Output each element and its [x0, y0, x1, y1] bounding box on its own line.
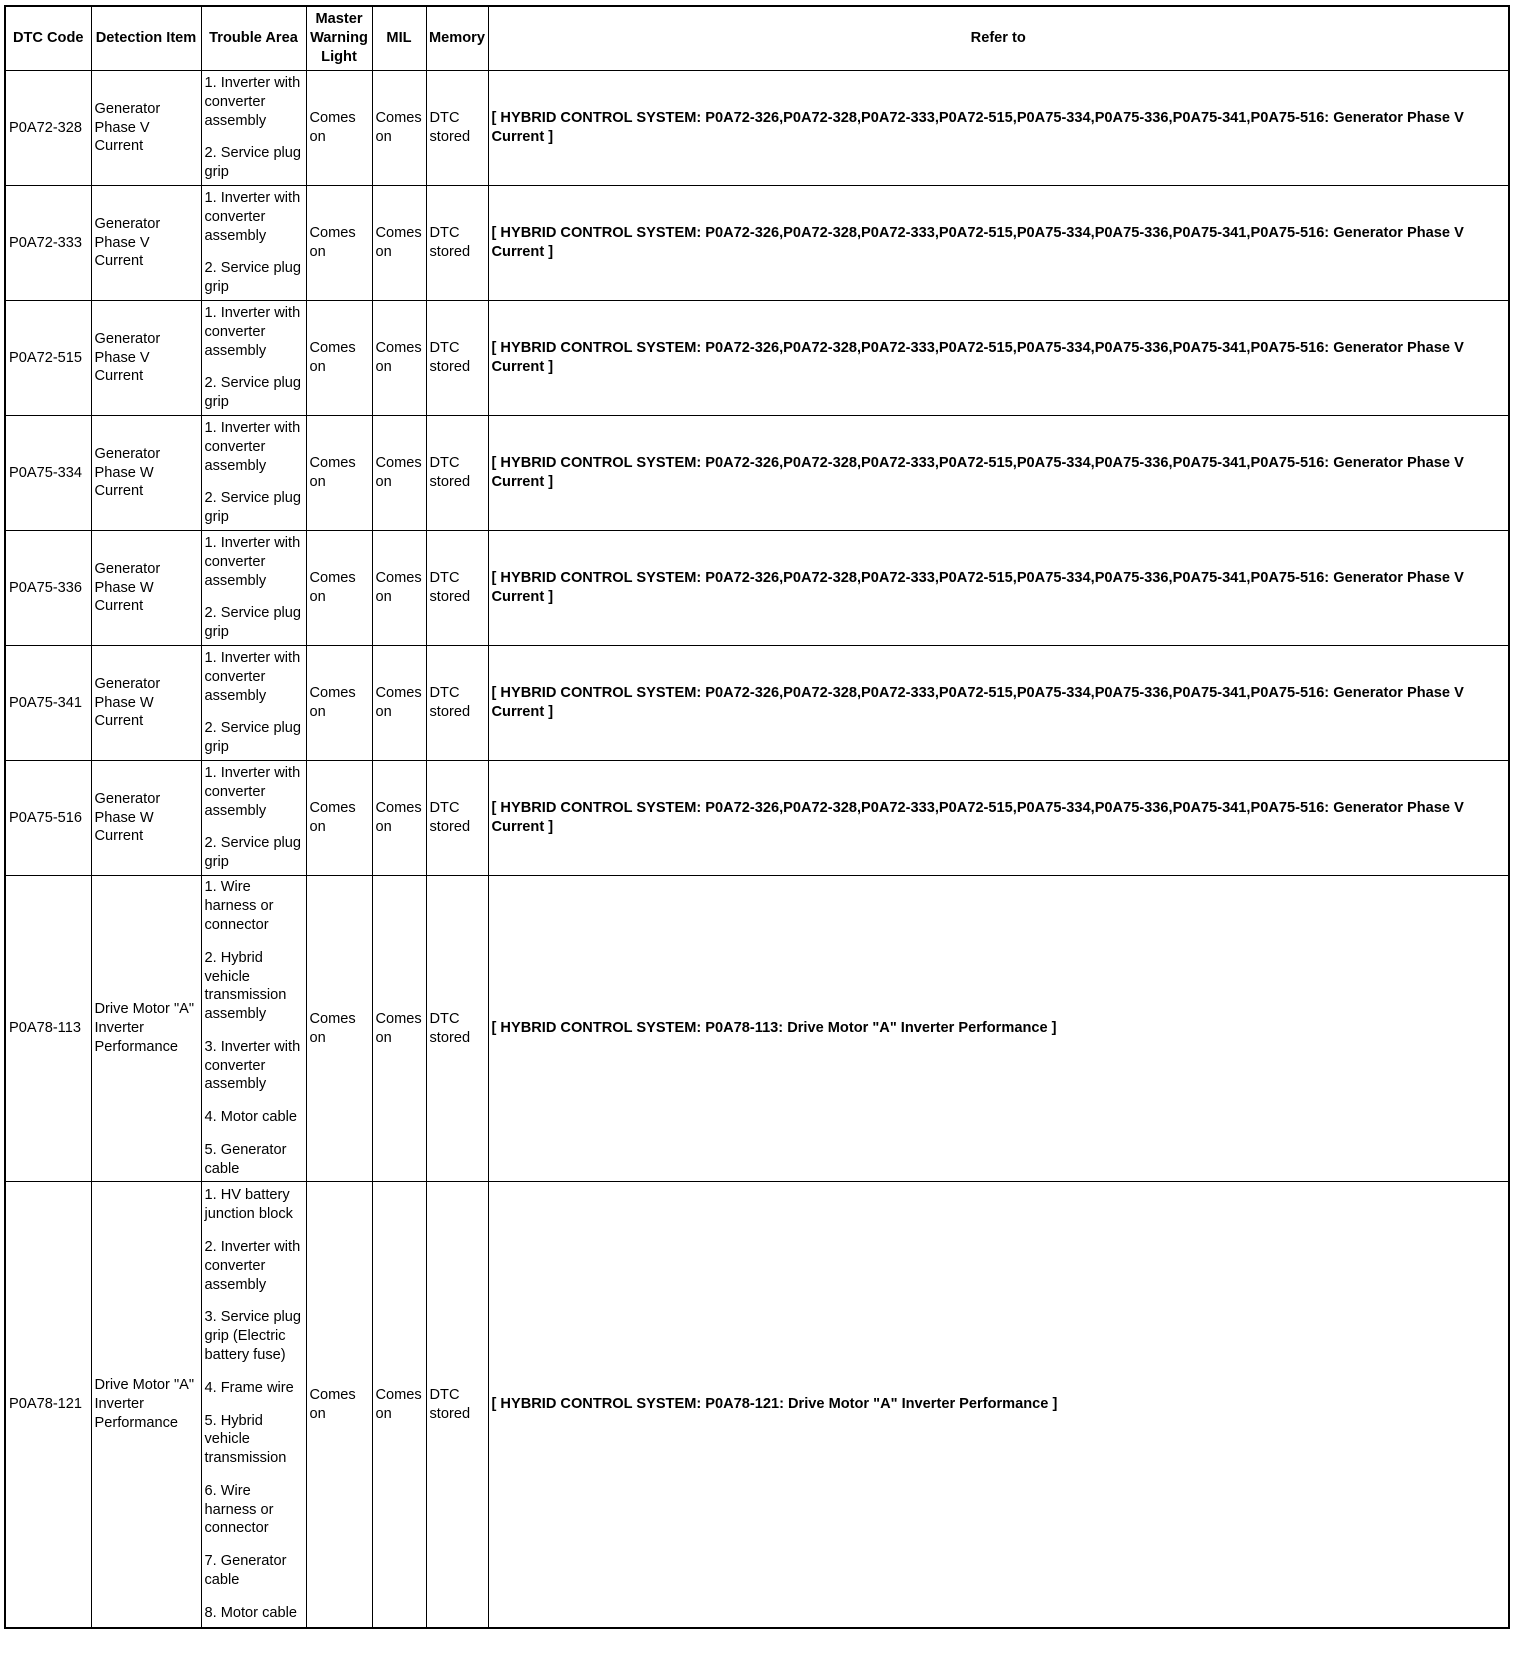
table-row	[5, 416, 1509, 531]
trouble-area-item: 4. Frame wire	[204, 1379, 294, 1396]
trouble-area-cell	[201, 531, 306, 646]
trouble-area-item: 3. Service plug grip (Electric battery fuse)	[204, 1309, 302, 1363]
header-memory: Memory	[426, 6, 488, 71]
trouble-area-item: 3. Inverter with converter assembly	[204, 1038, 301, 1093]
memory-cell: DTC stored	[426, 186, 488, 301]
trouble-area-item: 1. Wire harness or connector	[204, 879, 274, 933]
trouble-area-cell	[201, 186, 306, 301]
trouble-area-cell	[201, 71, 306, 186]
trouble-area-item: 2. Service plug grip	[204, 720, 302, 756]
detection-item-cell: Generator Phase W Current	[91, 416, 201, 531]
detection-item-cell: Generator Phase V Current	[91, 301, 201, 416]
memory-cell: DTC stored	[426, 761, 488, 876]
header-dtc-code: DTC Code	[5, 6, 91, 71]
detection-item-cell: Generator Phase W Current	[91, 531, 201, 646]
trouble-area-item: 1. Inverter with converter assembly	[204, 305, 301, 359]
header-refer-to: Refer to	[488, 6, 1509, 71]
trouble-area-item: 2. Service plug grip	[204, 145, 302, 181]
dtc-code-cell: P0A78-121	[5, 1182, 91, 1629]
trouble-area-item: 2. Service plug grip	[204, 375, 302, 411]
trouble-area-item: 2. Service plug grip	[204, 260, 302, 296]
memory-cell: DTC stored	[426, 416, 488, 531]
trouble-area-item: 4. Motor cable	[204, 1109, 297, 1126]
trouble-area-item: 1. Inverter with converter assembly	[204, 650, 301, 704]
refer-to-link[interactable]: [ HYBRID CONTROL SYSTEM: P0A72-326,P0A72-328,P0A72-333,P0A72-515,P0A75-334,P0A75-336,P0A75-341,P0A75-516: Generator Phase V Current ]	[488, 531, 1509, 646]
table-row	[5, 646, 1509, 761]
refer-to-link[interactable]: [ HYBRID CONTROL SYSTEM: P0A72-326,P0A72-328,P0A72-333,P0A72-515,P0A75-334,P0A75-336,P0A75-341,P0A75-516: Generator Phase V Current ]	[488, 646, 1509, 761]
refer-to-link[interactable]: [ HYBRID CONTROL SYSTEM: P0A72-326,P0A72-328,P0A72-333,P0A72-515,P0A75-334,P0A75-336,P0A75-341,P0A75-516: Generator Phase V Current ]	[488, 761, 1509, 876]
trouble-area-item: 5. Hybrid vehicle transmission	[204, 1412, 287, 1467]
master-warning-cell: Comes on	[306, 531, 372, 646]
memory-cell: DTC stored	[426, 71, 488, 186]
memory-cell: DTC stored	[426, 646, 488, 761]
trouble-area-cell	[201, 416, 306, 531]
header-row	[5, 6, 1509, 71]
trouble-area-cell	[201, 876, 306, 1182]
header-master-warning-light: Master Warning Light	[306, 6, 372, 71]
trouble-area-item: 2. Hybrid vehicle transmission assembly	[204, 949, 287, 1023]
dtc-code-cell: P0A72-515	[5, 301, 91, 416]
trouble-area-cell	[201, 1182, 306, 1629]
trouble-area-item: 2. Service plug grip	[204, 605, 302, 641]
trouble-area-item: 1. Inverter with converter assembly	[204, 765, 301, 819]
trouble-area-item: 5. Generator cable	[204, 1142, 287, 1177]
master-warning-cell: Comes on	[306, 71, 372, 186]
trouble-area-item: 6. Wire harness or connector	[204, 1482, 274, 1537]
header-trouble-area: Trouble Area	[201, 6, 306, 71]
table-row	[5, 1182, 1509, 1629]
mil-cell: Comes on	[372, 1182, 426, 1629]
mil-cell: Comes on	[372, 416, 426, 531]
trouble-area-item: 1. Inverter with converter assembly	[204, 420, 301, 474]
master-warning-cell: Comes on	[306, 1182, 372, 1629]
table-row	[5, 761, 1509, 876]
refer-to-link[interactable]: [ HYBRID CONTROL SYSTEM: P0A78-121: Drive Motor "A" Inverter Performance ]	[488, 1182, 1509, 1629]
mil-cell: Comes on	[372, 531, 426, 646]
master-warning-cell: Comes on	[306, 416, 372, 531]
header-mil: MIL	[372, 6, 426, 71]
trouble-area-item: 8. Motor cable	[204, 1604, 297, 1621]
dtc-code-cell: P0A75-334	[5, 416, 91, 531]
dtc-table	[4, 5, 1510, 1629]
trouble-area-item: 1. Inverter with converter assembly	[204, 535, 301, 589]
header-detection-item: Detection Item	[91, 6, 201, 71]
trouble-area-item: 1. HV battery junction block	[204, 1187, 293, 1223]
memory-cell: DTC stored	[426, 301, 488, 416]
detection-item-cell: Generator Phase V Current	[91, 186, 201, 301]
refer-to-link[interactable]: [ HYBRID CONTROL SYSTEM: P0A78-113: Drive Motor "A" Inverter Performance ]	[488, 876, 1509, 1182]
memory-cell: DTC stored	[426, 1182, 488, 1629]
master-warning-cell: Comes on	[306, 761, 372, 876]
detection-item-cell: Generator Phase V Current	[91, 71, 201, 186]
trouble-area-item: 1. Inverter with converter assembly	[204, 75, 301, 129]
dtc-code-cell: P0A75-341	[5, 646, 91, 761]
master-warning-cell: Comes on	[306, 301, 372, 416]
trouble-area-item: 7. Generator cable	[204, 1553, 287, 1589]
mil-cell: Comes on	[372, 646, 426, 761]
dtc-code-cell: P0A75-516	[5, 761, 91, 876]
memory-cell: DTC stored	[426, 876, 488, 1182]
master-warning-cell: Comes on	[306, 646, 372, 761]
master-warning-cell: Comes on	[306, 186, 372, 301]
refer-to-link[interactable]: [ HYBRID CONTROL SYSTEM: P0A72-326,P0A72-328,P0A72-333,P0A72-515,P0A75-334,P0A75-336,P0A75-341,P0A75-516: Generator Phase V Current ]	[488, 301, 1509, 416]
mil-cell: Comes on	[372, 71, 426, 186]
mil-cell: Comes on	[372, 876, 426, 1182]
refer-to-link[interactable]: [ HYBRID CONTROL SYSTEM: P0A72-326,P0A72-328,P0A72-333,P0A72-515,P0A75-334,P0A75-336,P0A75-341,P0A75-516: Generator Phase V Current ]	[488, 186, 1509, 301]
table-row	[5, 71, 1509, 186]
trouble-area-cell	[201, 646, 306, 761]
memory-cell: DTC stored	[426, 531, 488, 646]
table-row	[5, 301, 1509, 416]
trouble-area-cell	[201, 301, 306, 416]
mil-cell: Comes on	[372, 761, 426, 876]
table-row	[5, 186, 1509, 301]
detection-item-cell: Generator Phase W Current	[91, 646, 201, 761]
detection-item-cell: Generator Phase W Current	[91, 761, 201, 876]
dtc-code-cell: P0A78-113	[5, 876, 91, 1182]
refer-to-link[interactable]: [ HYBRID CONTROL SYSTEM: P0A72-326,P0A72-328,P0A72-333,P0A72-515,P0A75-334,P0A75-336,P0A75-341,P0A75-516: Generator Phase V Current ]	[488, 71, 1509, 186]
mil-cell: Comes on	[372, 301, 426, 416]
trouble-area-item: 1. Inverter with converter assembly	[204, 190, 301, 244]
dtc-code-cell: P0A75-336	[5, 531, 91, 646]
dtc-code-cell: P0A72-333	[5, 186, 91, 301]
dtc-code-cell: P0A72-328	[5, 71, 91, 186]
table-row	[5, 876, 1509, 1182]
mil-cell: Comes on	[372, 186, 426, 301]
trouble-area-item: 2. Service plug grip	[204, 490, 302, 526]
detection-item-cell: Drive Motor "A" Inverter Performance	[91, 876, 201, 1182]
trouble-area-cell	[201, 761, 306, 876]
trouble-area-item: 2. Inverter with converter assembly	[204, 1238, 301, 1293]
master-warning-cell: Comes on	[306, 876, 372, 1182]
trouble-area-item: 2. Service plug grip	[204, 835, 302, 871]
table-row	[5, 531, 1509, 646]
refer-to-link[interactable]: [ HYBRID CONTROL SYSTEM: P0A72-326,P0A72-328,P0A72-333,P0A72-515,P0A75-334,P0A75-336,P0A75-341,P0A75-516: Generator Phase V Current ]	[488, 416, 1509, 531]
detection-item-cell: Drive Motor "A" Inverter Performance	[91, 1182, 201, 1629]
